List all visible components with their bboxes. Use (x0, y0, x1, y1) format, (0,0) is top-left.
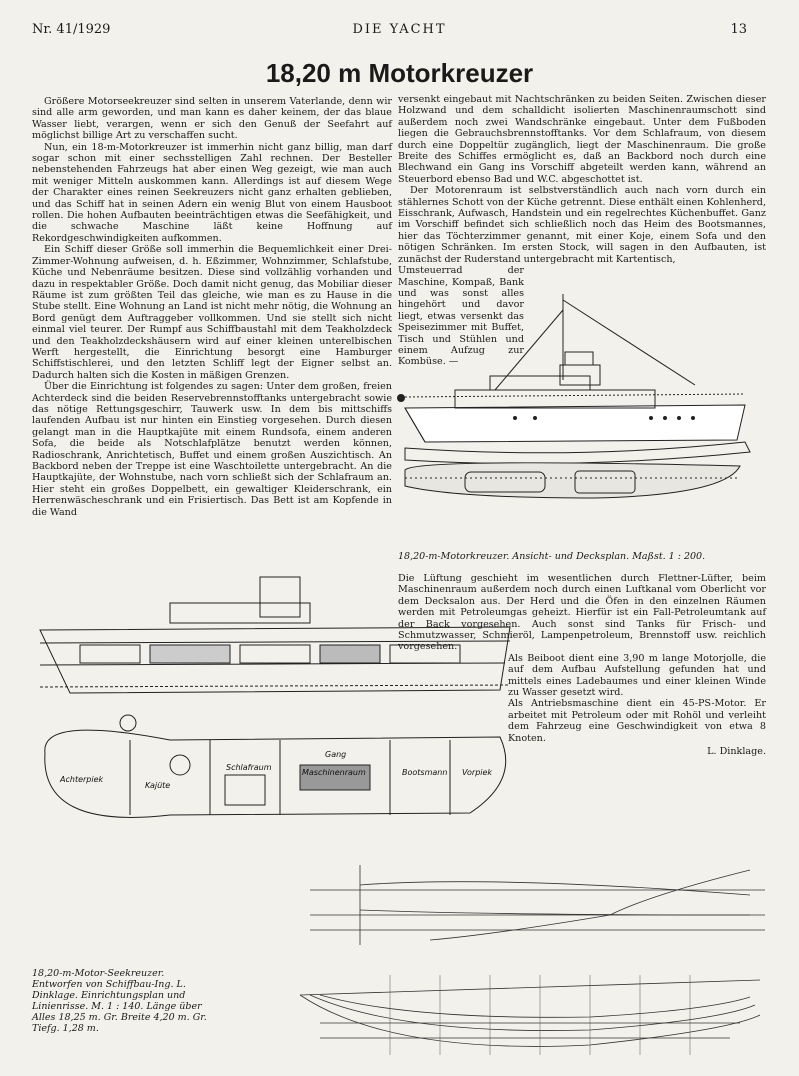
paragraph: Ein Schiff dieser Größe soll immerhin die Bequemlichkeit einer Drei-Zimmer-Wohnung aufweisen, d. h. Eßzimmer, Wohnzimmer, Schlafstube, Küche und Nebenräume besitzen. Diese sind vollzählig vorhanden und dazu in respektabler Größe. Doch damit nicht genug, das Mobiliar dieser Räume ist zum größten Teil das gleiche, wie man es zu Hause in die Stube stellt. Eine Wohnung an Land ist nicht mehr nötig, die Wohnung an Bord genügt dem Auftraggeber vollkommen. Und sie stellt sich nicht einmal viel teurer. Der Rumpf aus Schiffbaustahl mit dem Teakholzdeck und den Teakholzdeckshäusern wird auf einer kleinen unterelbischen Werft hergestellt, die Einrichtung besorgt eine Hamburger Schiffstischlerei, und den letzten Schliff legt der Eigner selbst an. Dadurch halten sich die Kosten in mäßigen Grenzen. (32, 244, 392, 381)
left-column (32, 96, 392, 518)
paragraph: Über die Einrichtung ist folgendes zu sagen: Unter dem großen, freien Achterdeck sind die beiden Reservebrennstofftanks untergebracht sowie das nötige Rettungsgeschirr, Tauwerk usw. In dem bis mittschiffs laufenden Aufbau ist nur hinten ein Einstieg vorgesehen. Durch diesen gelangt man in die Hauptkajüte mit einem Rundsofa, einem anderen Sofa, die beide als Notschlafplätze benutzt werden können, Radioschrank, Anrichtetisch, Buffet und einem großen Auszichtisch. An Backbord neben der Treppe ist eine Waschtoilette untergebracht. An die Hauptkajüte, der Wohnstube, nach vorn schließt sich der Schlafraum an. Hier steht ein großes Doppelbett, ein gewaltiger Kleiderschrank, ein Herrenwäscheschrank und ein Frisiertisch. Das Bett ist am Kopfende in die Wand (32, 381, 392, 518)
paragraph: Umsteuerrad der Maschine, Kompaß, Bank und was sonst alles hingehört und davor liegt, etwas versenkt das Speisezimmer mit Buffet, Tisch und Stühlen und einem Aufzug zur Kombüse. — (398, 265, 524, 368)
paragraph: Größere Motorseekreuzer sind selten in unserem Vaterlande, denn wir sind alle arm geworden, und man kann es daher keinem, der das blaue Wasser liebt, verargen, wenn er sich den Genuß der Seefahrt auf möglichst billige Art zu verschaffen sucht. (32, 96, 392, 142)
label-bootsmann: Bootsmann (402, 768, 448, 777)
paragraph: Nun, ein 18-m-Motorkreuzer ist immerhin nicht ganz billig, man darf sogar schon mit einer sechsstelligen Zahl rechnen. Der Besteller nebenstehenden Fahrzeugs hat aber einen Weg gezeigt, wie man auch mit weniger Mitteln auskommen kann. Allerdings ist auf diesem Wege der Charakter eines reinen Seekreuzers nicht ganz erhalten geblieben, und das Schiff hat in seinen Adern ein wenig Blut von einem Hausboot rollen. Die hohen Aufbauten beeinträchtigen etwas die Seefähigkeit, und die schwache Maschine läßt keine Hoffnung auf Rekordgeschwindigkeiten aufkommen. (32, 141, 392, 244)
ship-elevation-drawing (395, 290, 770, 550)
lines-plan-drawing (290, 855, 780, 1065)
magazine-name: DIE YACHT (352, 22, 447, 37)
paragraph: Der Motorenraum ist selbstverständlich auch nach vorn durch ein stählernes Schott von der Küche getrennt. Diese enthält einen Kohlenherd, Eisschrank, Aufwasch, Handstein und ein regelrechtes Küchenbuffet. Ganz im Vorschiff befindet sich schließlich noch das Heim des Bootsmannes, hier das Töchterzimmer genannt, mit einer Koje, einem Sofa und den nötigen Schränken. Im ersten Stock, will sagen in den Aufbauten, ist zunächst der Ruderstand untergebracht mit Kartentisch, (398, 185, 766, 265)
arrangement-plan-drawing (30, 575, 520, 840)
author-signature: L. Dinklage. (707, 746, 766, 758)
label-maschinenraum: Maschinenraum (302, 768, 366, 777)
label-vorpiek: Vorpiek (462, 768, 493, 777)
label-achterpiek: Achterpiek (60, 775, 104, 784)
issue-number: Nr. 41/1929 (32, 22, 111, 37)
caption-plans: 18,20-m-Motor-Seekreuzer. Entworfen von Schiffbau-Ing. L. Dinklage. Einrichtungsplan und Linienrisse. M. 1 : 140. Länge über Alles 18,25 m. Gr. Breite 4,20 m. Gr. Tiefg. 1,28 m. (32, 968, 207, 1034)
page-number: 13 (730, 22, 747, 37)
label-schlafraum: Schlafraum (226, 763, 272, 772)
paragraph: Als Antriebsmaschine dient ein 45-PS-Motor. Er arbeitet mit Petroleum oder mit Rohöl und verleiht dem Fahrzeug eine Geschwindigkeit von etwa 8 Knoten. (508, 698, 766, 744)
paragraph: Die Lüftung geschieht im wesentlichen durch Flettner-Lüfter, beim Maschinenraum außerdem noch durch einen Luftkanal vom Oberlicht vor dem Decksalon aus. Der Herd und die Öfen in den einzelnen Räumen werden mit Petroleumgas geheizt. Hierfür ist ein Fall-Petroleumtank auf der Back vorgesehen. Auch sonst sind Tanks für Frisch- und Schmutzwasser, Schmieröl, Lampenpetroleum, Brennstoff usw. reichlich vorgesehen. (398, 573, 766, 653)
article-title: 18,20 m Motorkreuzer (265, 58, 534, 88)
caption-elevation: 18,20-m-Motorkreuzer. Ansicht- und Decksplan. Maßst. 1 : 200. (398, 551, 706, 562)
page-header (0, 22, 799, 42)
paragraph: Als Beiboot dient eine 3,90 m lange Motorjolle, die auf dem Aufbau Aufstellung gefunden hat und mittels eines Ladebaumes und einer kleinen Winde zu Wasser gesetzt wird. (508, 652, 766, 699)
label-kajuete: Kajüte (145, 781, 171, 790)
paragraph: versenkt eingebaut mit Nachtschränken zu beiden Seiten. Zwischen dieser Holzwand und dem schalldicht isolierten Maschinenraumschott sind außerdem noch zwei Wandschränke eingebaut. Unter dem Fußboden liegen die Gebrauchsbrennstofftanks. Vor dem Schlafraum, von diesem durch eine Doppeltür zugänglich, liegt der Maschinenraum. Die große Breite des Schiffes ermöglicht es, daß an Backbord noch durch eine Blechwand ein Gang ins Vorschiff abgeteilt werden kann, während an Steuerbord ebenso Bad und W.C. abgeschottet ist. (398, 94, 766, 185)
label-gang: Gang (325, 750, 347, 759)
